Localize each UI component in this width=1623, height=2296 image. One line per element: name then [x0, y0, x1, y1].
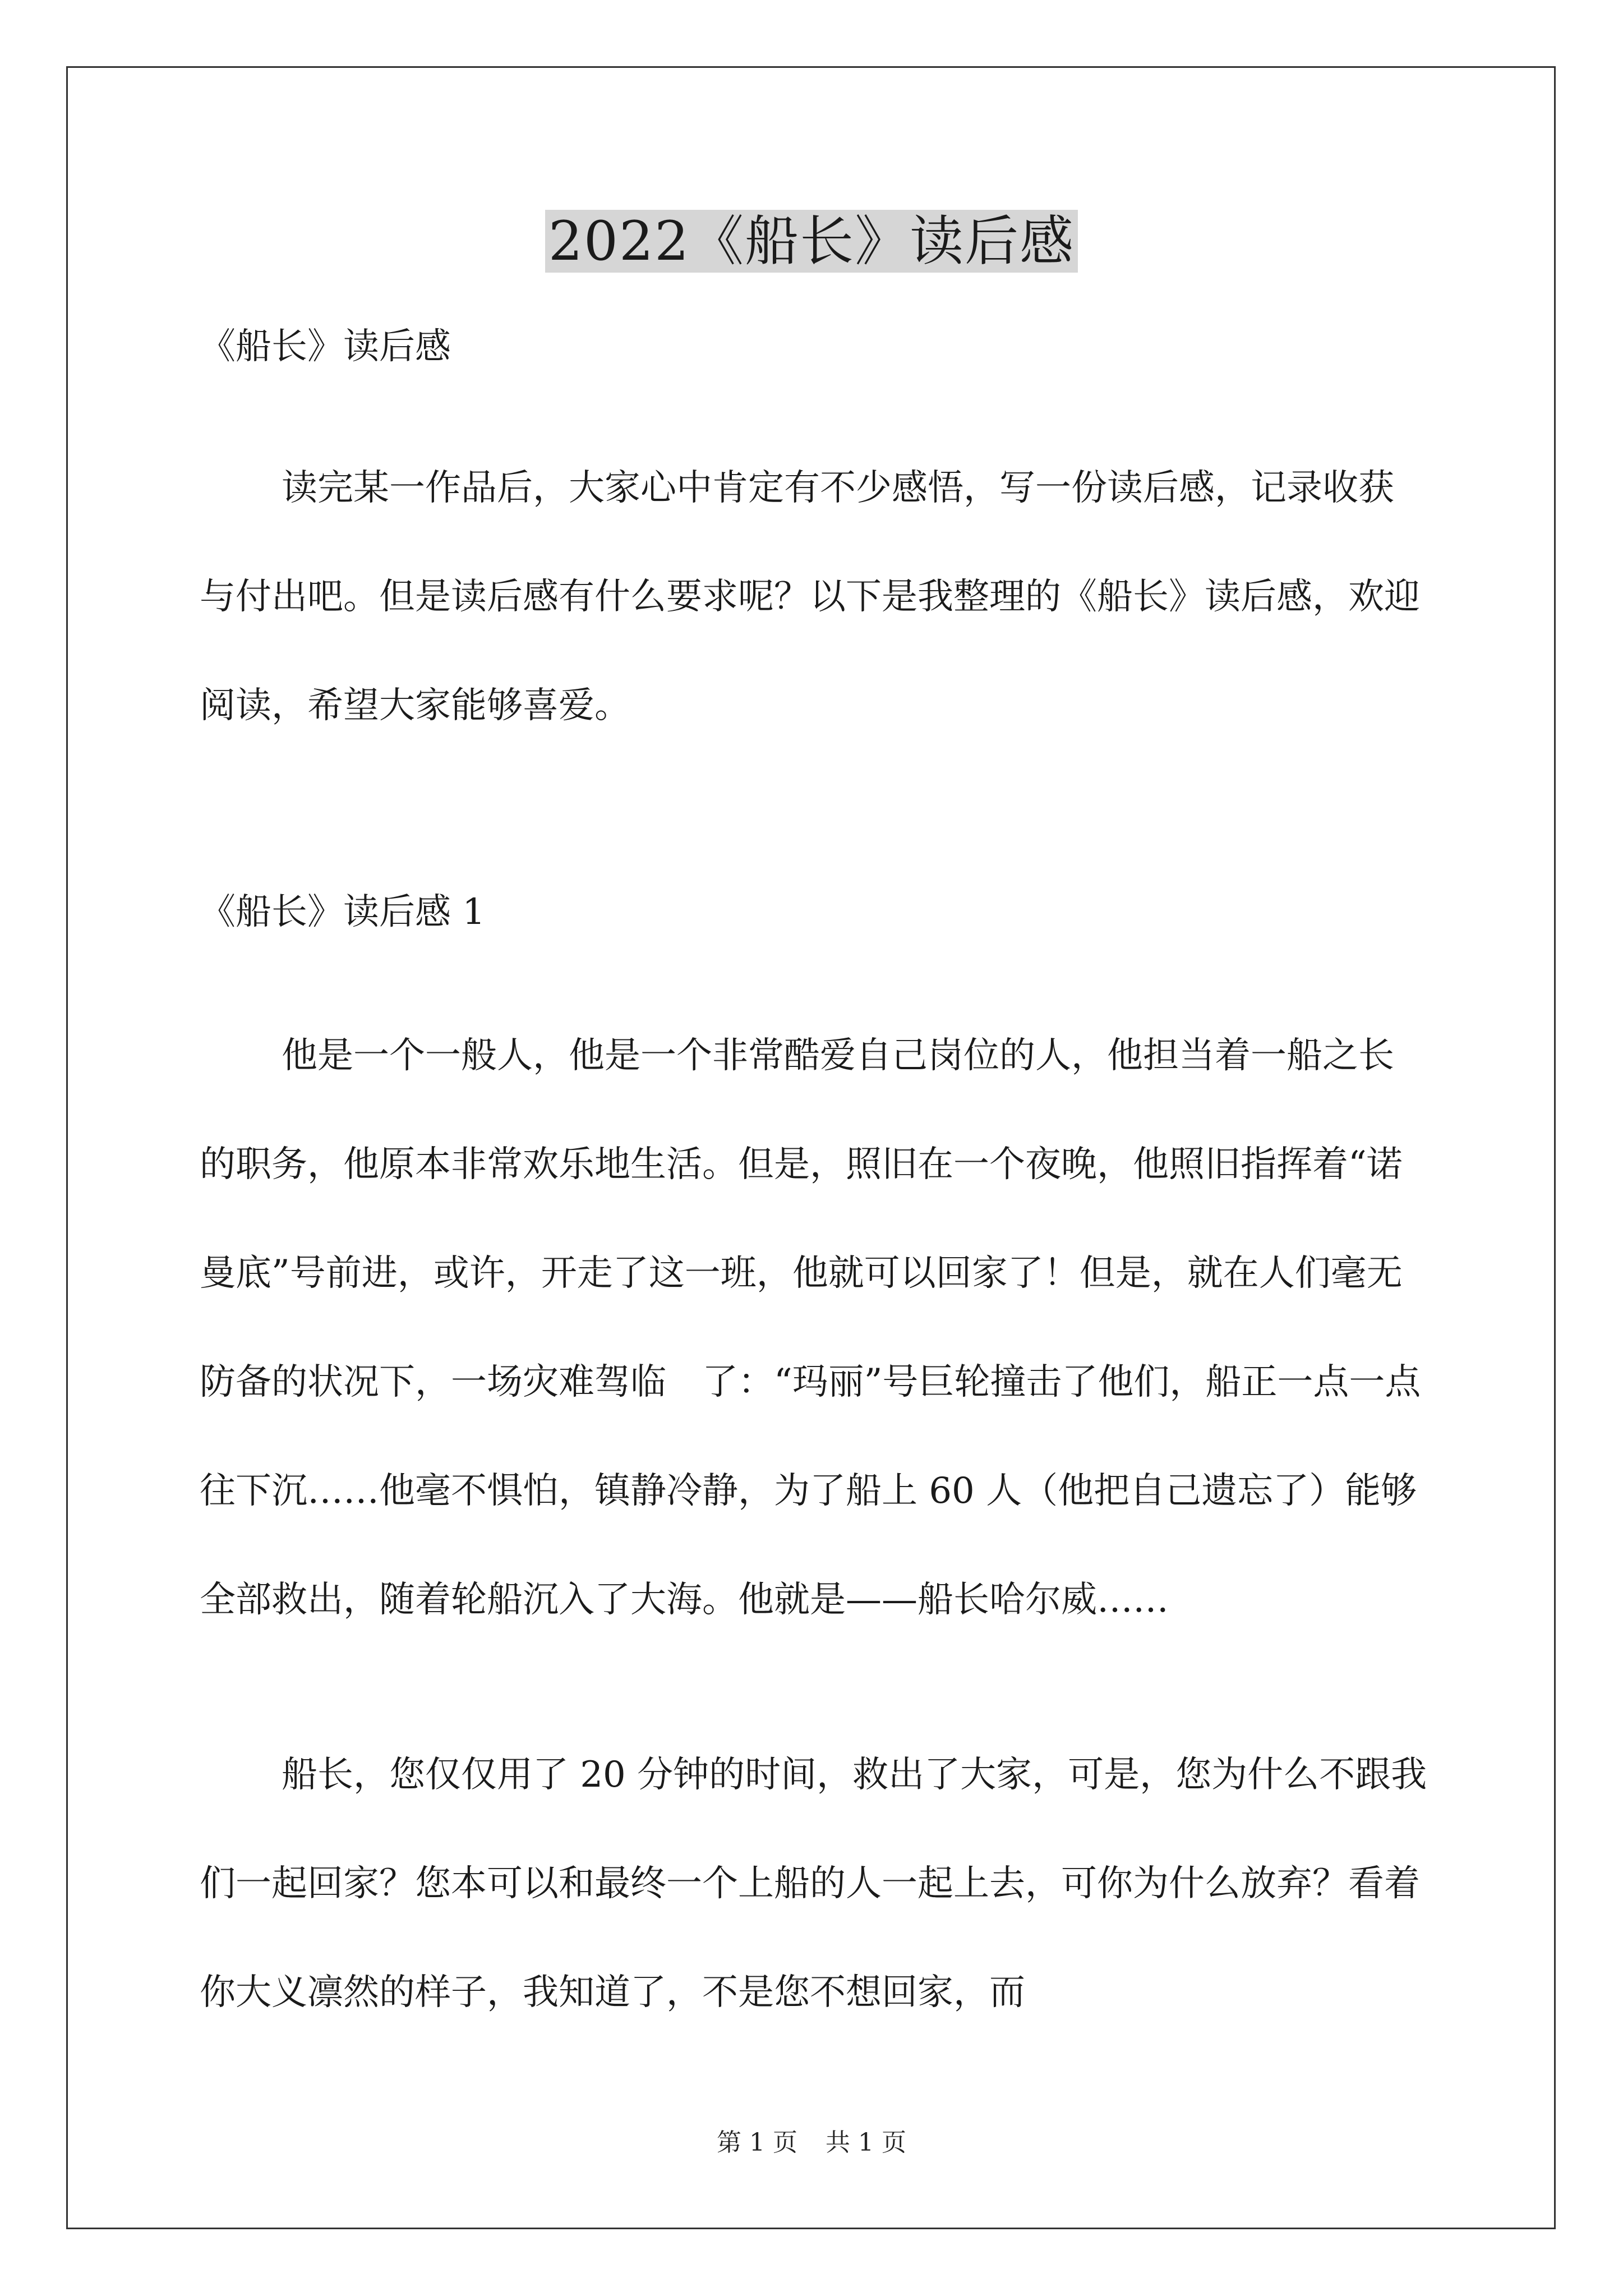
document-title	[0, 202, 1623, 280]
body-paragraph-1-text: 他是一个一般人，他是一个非常酷爱自己岗位的人，他担当着一船之长的职务，他原本非常欢乐地生活。但是，照旧在一个夜晚，他照旧指挥着“诺曼底”号前进，或许，开走了这一班，他就可以回家了！但是，就在人们毫无防备的状况下，一场灾难驾临 了：“玛丽”号巨轮撞击了他们，船正一点一点往下沉……他毫不惧怕，镇静冷静，为了船上 60 人（他把自己遗忘了）能够全部救出，随着轮船沉入了大海。他就是——船长哈尔威……	[200, 1035, 1421, 1621]
body-paragraph-1	[200, 1001, 1428, 1654]
document-title-text: 2022《船长》读后感	[545, 210, 1078, 273]
main-heading: 《船长》读后感	[200, 326, 451, 367]
intro-paragraph-text: 读完某一作品后，大家心中肯定有不少感悟，写一份读后感，记录收获与付出吧。但是读后感有什么要求呢？以下是我整理的《船长》读后感，欢迎阅读，希望大家能够喜爱。	[200, 467, 1420, 726]
page-number-current: 第 1 页	[717, 2128, 797, 2157]
page-number-total: 共 1 页	[826, 2128, 906, 2157]
body-paragraph-2-text: 船长，您仅仅用了 20 分钟的时间，救出了大家，可是，您为什么不跟我们一起回家？您本可以和最终一个上船的人一起上去，可你为什么放弃？看着你大义凛然的样子，我知道了，不是您不想回家，而	[200, 1754, 1427, 2013]
section-heading: 《船长》读后感 1	[200, 891, 486, 933]
body-paragraph-2	[200, 1720, 1428, 2047]
page-footer	[0, 2126, 1623, 2160]
intro-paragraph	[200, 434, 1428, 760]
